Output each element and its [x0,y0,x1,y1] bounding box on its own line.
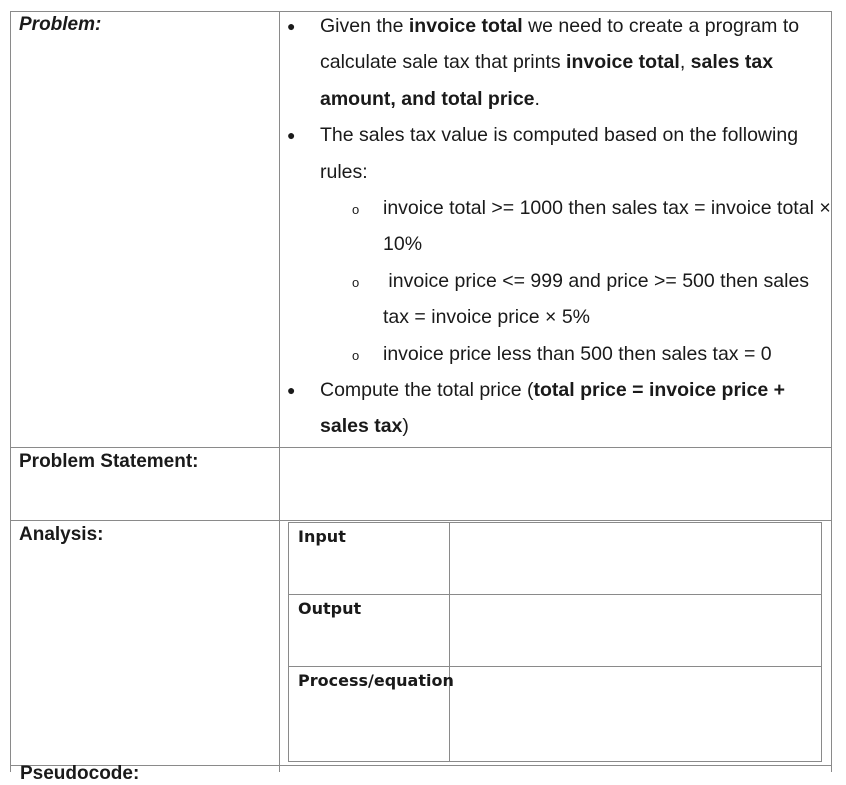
analysis-table-border [821,522,822,762]
analysis-table-border [288,761,822,762]
problem-label: Problem: [19,14,102,35]
sub-bullet-icon: o [352,347,360,363]
bullet-icon: ● [287,127,296,144]
rule-item: o invoice price less than 500 then sales tax = 0 [287,336,832,372]
output-label: Output [298,599,362,618]
bullet-icon: ● [287,18,296,34]
bullet-item: ● Compute the total price (total price = invoice price + sales tax) [287,372,832,445]
output-value-cell[interactable] [450,595,821,666]
table-divider-column [279,11,280,772]
analysis-table-border [288,522,289,762]
rule-item: o invoice total >= 1000 then sales tax = invoice total × 10% [287,190,832,263]
table-row-divider [10,520,832,521]
bullet-icon: ● [287,382,296,399]
pseudocode-label: Pseudocode: [20,763,140,784]
analysis-label: Analysis: [19,524,104,545]
table-border-left [10,11,11,772]
rule-item: o invoice price <= 999 and price >= 500 then sales tax = invoice price × 5% [287,263,832,336]
problem-statement-cell[interactable] [280,448,831,520]
problem-statement-label: Problem Statement: [19,451,199,472]
sub-bullet-icon: o [352,274,360,290]
process-equation-label: Process/equation [298,671,454,690]
bullet-item: ● Given the invoice total we need to create a program to calculate sale tax that prints invoice total, sales tax amount, and total price. [287,8,832,117]
process-value-cell[interactable] [450,667,821,761]
problem-content [287,8,832,445]
input-label: Input [298,527,346,546]
sub-bullet-icon: o [352,202,360,218]
bullet-item: ● The sales tax value is computed based on the following rules: [287,117,832,190]
input-value-cell[interactable] [450,523,821,594]
